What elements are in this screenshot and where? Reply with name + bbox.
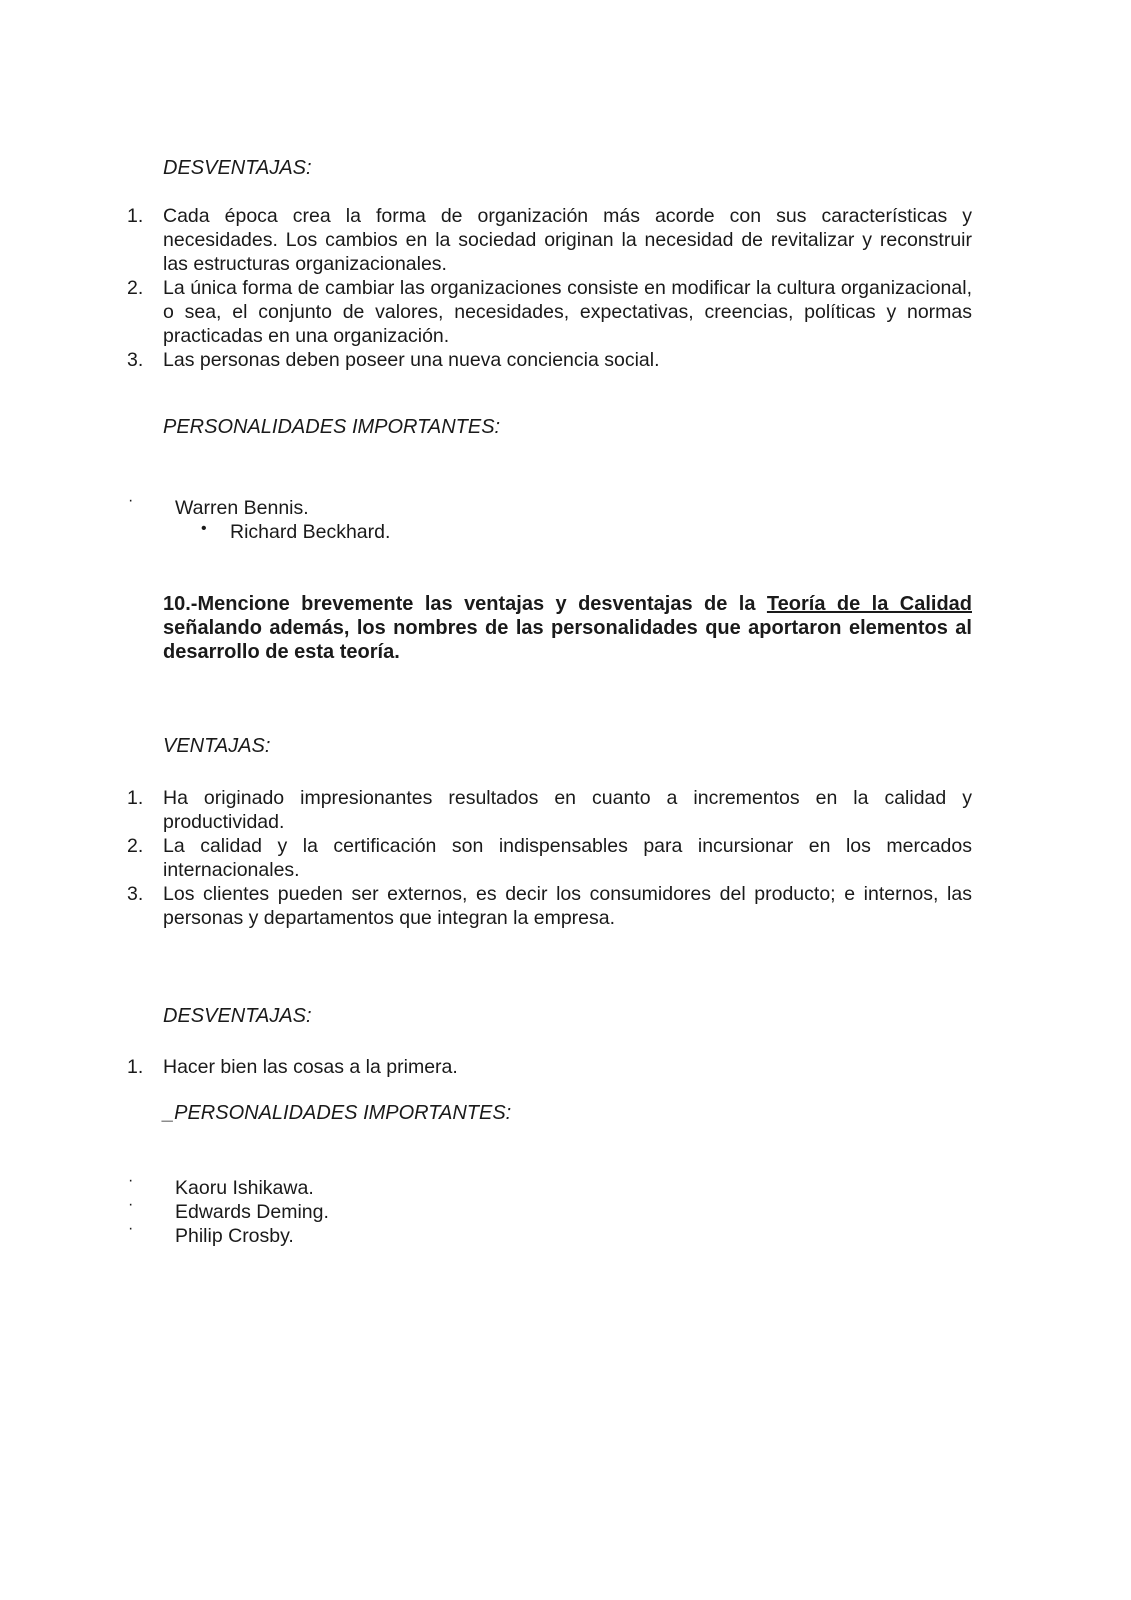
desventajas-list (127, 204, 972, 372)
desventajas-heading: DESVENTAJAS: (163, 157, 312, 179)
list-item (127, 786, 972, 834)
personalidad-item: Kaoru Ishikawa. (175, 1177, 314, 1199)
personalidades-heading-2: _PERSONALIDADES IMPORTANTES: (163, 1102, 512, 1124)
list-item (127, 834, 972, 882)
list-number: 2. (127, 277, 144, 299)
desventajas-list-2 (127, 1055, 972, 1079)
bullet-icon: • (201, 520, 207, 537)
question-10 (163, 592, 972, 664)
personalidad-item: Edwards Deming. (175, 1201, 329, 1223)
list-item-text: Hacer bien las cosas a la primera. (163, 1056, 458, 1078)
question-suffix: señalando además, los nombres de las personalidades que aportaron elementos al desarrollo de esta teoría. (163, 617, 972, 663)
list-item-text: Las personas deben poseer una nueva conciencia social. (163, 349, 660, 371)
bullet-icon: · (128, 492, 134, 509)
list-item (127, 348, 972, 372)
list-item (127, 1055, 972, 1079)
list-number: 2. (127, 835, 144, 857)
bullet-icon: · (128, 1220, 134, 1237)
personalidad-item: Philip Crosby. (175, 1225, 294, 1247)
ventajas-heading: VENTAJAS: (163, 735, 271, 757)
personalidad-item: Warren Bennis. (175, 497, 309, 519)
list-item-text: La única forma de cambiar las organizaciones consiste en modificar la cultura organizacional, o sea, el conjunto de valores, necesidades, expectativas, creencias, políticas y normas practicadas en una organización. (163, 277, 972, 347)
personalidades-heading: PERSONALIDADES IMPORTANTES: (163, 416, 501, 438)
list-item-text: Cada época crea la forma de organización más acorde con sus características y necesidades. Los cambios en la sociedad originan la necesidad de revitalizar y reconstruir las estructuras organizacionales. (163, 205, 972, 275)
ventajas-list (127, 786, 972, 930)
desventajas-heading-2: DESVENTAJAS: (163, 1005, 312, 1027)
list-item-text: Los clientes pueden ser externos, es decir los consumidores del producto; e internos, las personas y departamentos que integran la empresa. (163, 883, 972, 929)
bullet-icon: · (128, 1196, 134, 1213)
list-number: 3. (127, 883, 144, 905)
list-number: 3. (127, 349, 144, 371)
question-prefix: 10.-Mencione brevemente las ventajas y desventajas de la (163, 593, 767, 615)
list-item (127, 204, 972, 276)
list-item (127, 882, 972, 930)
question-topic: Teoría de la Calidad (766, 593, 972, 615)
list-item-text: Ha originado impresionantes resultados en cuanto a incrementos en la calidad y productividad. (163, 787, 972, 833)
list-number: 1. (127, 1056, 144, 1078)
list-number: 1. (127, 205, 144, 227)
list-item-text: La calidad y la certificación son indispensables para incursionar en los mercados internacionales. (163, 835, 972, 881)
list-number: 1. (127, 787, 144, 809)
bullet-icon: · (128, 1172, 134, 1189)
list-item (127, 276, 972, 348)
personalidad-item: Richard Beckhard. (230, 521, 391, 543)
